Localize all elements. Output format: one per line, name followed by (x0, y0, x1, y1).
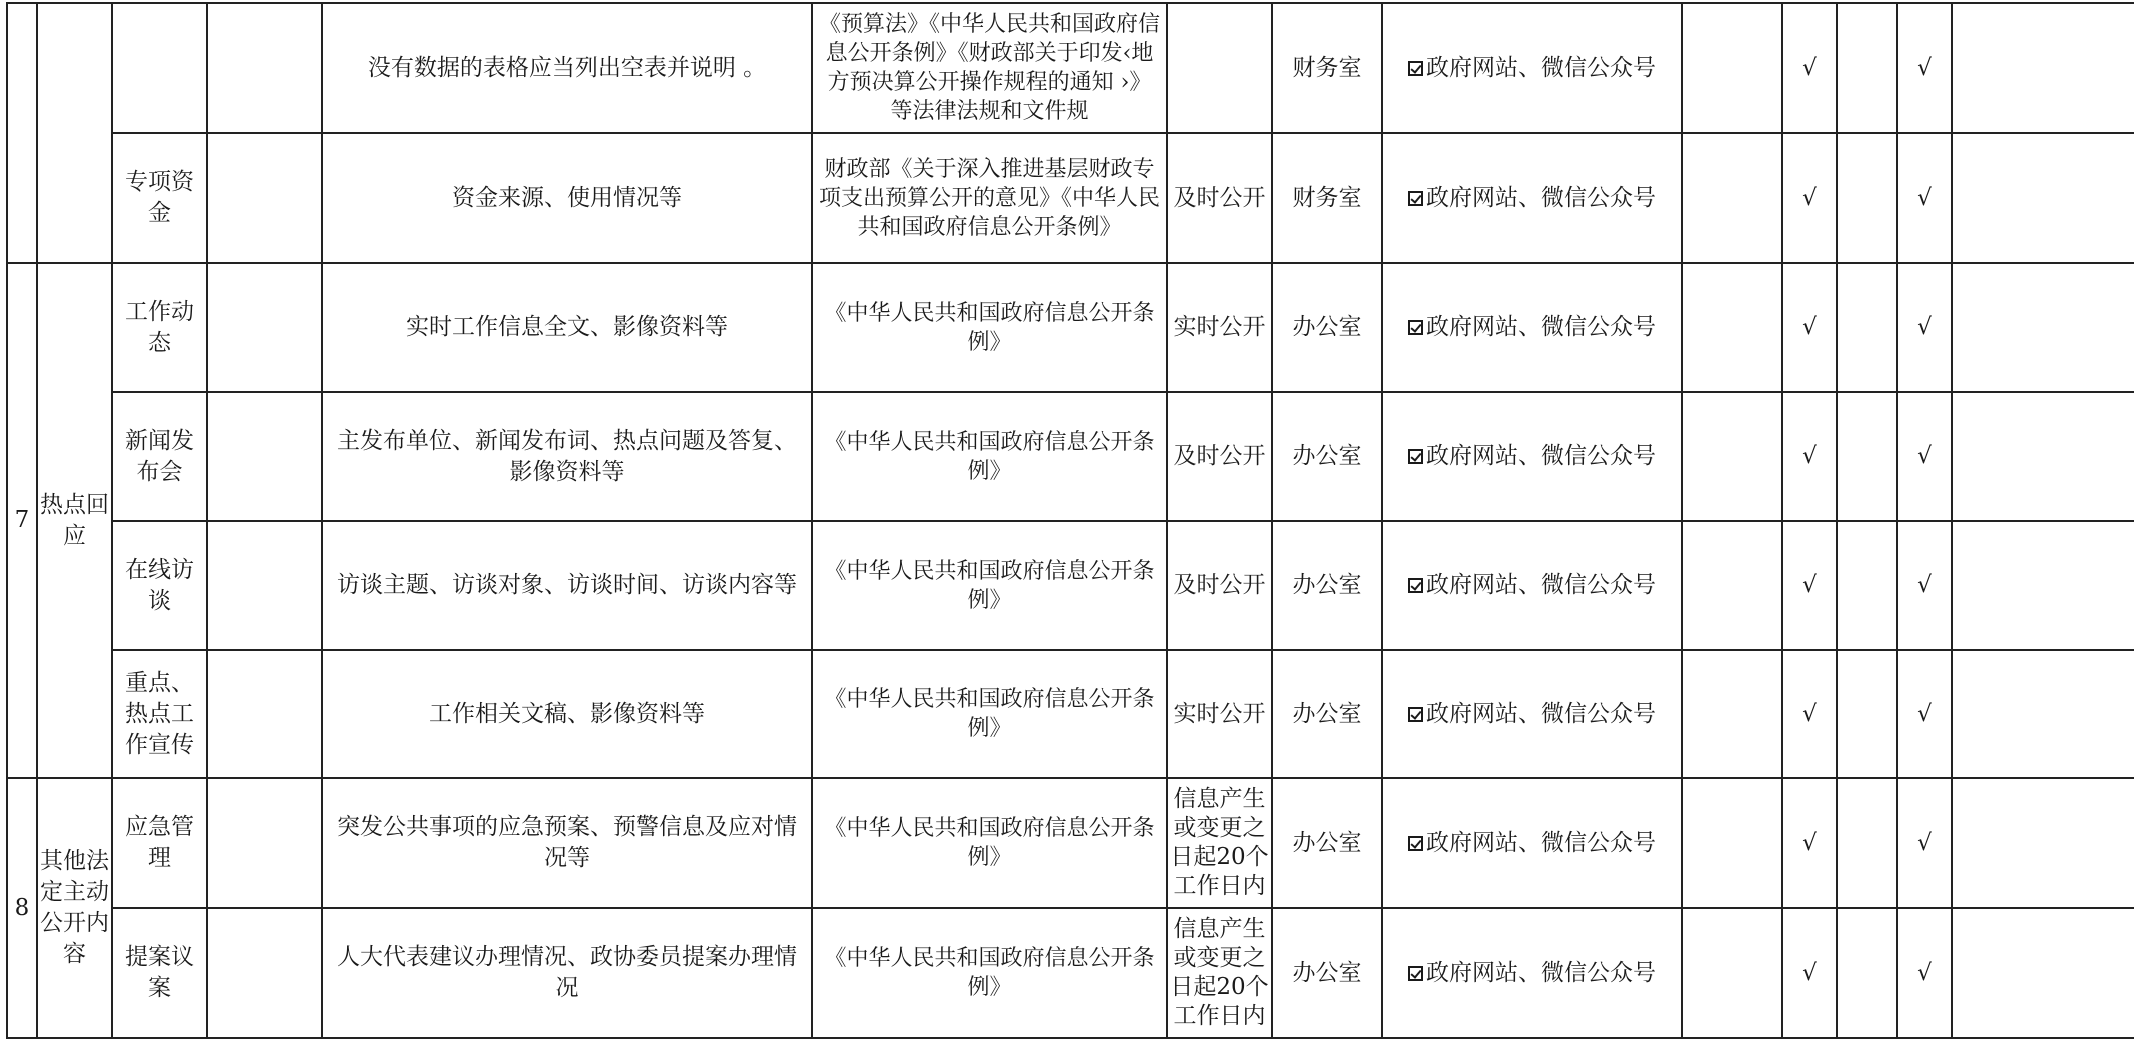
group-number: 7 (14, 507, 30, 533)
checked-box-icon (1408, 836, 1423, 851)
mark-cell (1782, 263, 1837, 392)
table-row (7, 650, 2134, 778)
channel-cell (1382, 650, 1682, 778)
basis-cell (812, 650, 1167, 778)
mark-cell (1782, 392, 1837, 521)
basis-cell (812, 521, 1167, 650)
dept-cell (1272, 521, 1382, 650)
mark-cell (1682, 133, 1782, 263)
item-name-cell (112, 521, 207, 650)
check-mark: √ (1802, 443, 1817, 469)
dept-text: 办公室 (1292, 959, 1362, 986)
time-text: 信息产生或变更之日起20个工作日内 (1170, 916, 1269, 1029)
checked-box-icon (1408, 966, 1423, 981)
check-mark: √ (1802, 572, 1817, 598)
mark-cell (1897, 263, 1952, 392)
content-cell (322, 263, 812, 392)
check-mark: √ (1917, 572, 1932, 598)
mark-cell (1897, 3, 1952, 133)
content-cell (322, 650, 812, 778)
basis-text: 《中华人民共和国政府信息公开条例》 (824, 816, 1155, 870)
item-name-cell (112, 778, 207, 908)
time-cell (1167, 133, 1272, 263)
item-name-cell (112, 3, 207, 133)
mark-cell (1682, 521, 1782, 650)
channel-text: 政府网站、微信公众号 (1426, 54, 1656, 81)
item-name-cell (112, 392, 207, 521)
dept-text: 办公室 (1292, 829, 1362, 856)
group-category: 其他法定主动公开内容 (40, 848, 109, 967)
table-row (7, 263, 2134, 392)
check-mark: √ (1917, 829, 1932, 856)
group-number-cell (7, 778, 37, 1038)
channel-cell (1382, 263, 1682, 392)
item-name: 应急管理 (125, 814, 194, 871)
channel-cell (1382, 3, 1682, 133)
channel-cell (1382, 392, 1682, 521)
check-mark: √ (1802, 54, 1817, 81)
channel-text: 政府网站、微信公众号 (1426, 443, 1656, 469)
basis-cell (812, 392, 1167, 521)
time-cell (1167, 650, 1272, 778)
content-cell (322, 778, 812, 908)
channel-cell (1382, 778, 1682, 908)
dept-cell (1272, 3, 1382, 133)
checked-box-icon (1408, 61, 1423, 76)
content-cell (322, 133, 812, 263)
group-category-cell (37, 263, 112, 778)
empty-cell (207, 133, 322, 263)
mark-cell (1897, 908, 1952, 1038)
check-mark: √ (1917, 54, 1932, 81)
table-row (7, 908, 2134, 1038)
time-text: 及时公开 (1173, 443, 1266, 469)
time-text: 及时公开 (1173, 572, 1266, 598)
content-cell (322, 392, 812, 521)
mark-cell (1837, 133, 1897, 263)
check-mark: √ (1917, 700, 1932, 727)
item-name: 重点、热点工作宣传 (125, 669, 194, 758)
time-cell (1167, 778, 1272, 908)
mark-cell (1682, 263, 1782, 392)
mark-cell (1952, 908, 2134, 1038)
time-text: 信息产生或变更之日起20个工作日内 (1170, 786, 1269, 899)
time-text: 及时公开 (1173, 184, 1266, 211)
item-name: 专项资金 (125, 169, 194, 226)
empty-cell (207, 263, 322, 392)
basis-cell (812, 133, 1167, 263)
content-text: 突发公共事项的应急预案、预警信息及应对情况等 (337, 814, 797, 871)
mark-cell (1782, 650, 1837, 778)
content-cell (322, 3, 812, 133)
mark-cell (1837, 778, 1897, 908)
dept-text: 办公室 (1292, 572, 1362, 598)
channel-text: 政府网站、微信公众号 (1426, 829, 1656, 856)
item-name-cell (112, 650, 207, 778)
mark-cell (1837, 3, 1897, 133)
empty-cell (207, 908, 322, 1038)
group-number-cell (7, 263, 37, 778)
mark-cell (1837, 521, 1897, 650)
channel-cell (1382, 521, 1682, 650)
group-number-cell (7, 3, 37, 263)
check-mark: √ (1917, 184, 1932, 211)
basis-text: 《中华人民共和国政府信息公开条例》 (824, 429, 1155, 484)
dept-text: 办公室 (1292, 700, 1362, 727)
mark-cell (1897, 778, 1952, 908)
item-name-cell (112, 133, 207, 263)
channel-cell (1382, 908, 1682, 1038)
dept-text: 财务室 (1292, 184, 1362, 211)
dept-text: 办公室 (1292, 314, 1362, 340)
basis-text: 《预算法》《中华人民共和国政府信息公开条例》《财政部关于印发‹地方预决算公开操作规程的通知 ›》等法律法规和文件规 (818, 12, 1160, 124)
checked-box-icon (1408, 191, 1423, 206)
basis-cell (812, 263, 1167, 392)
basis-cell (812, 908, 1167, 1038)
checked-box-icon (1408, 449, 1423, 464)
check-mark: √ (1917, 314, 1932, 340)
dept-cell (1272, 650, 1382, 778)
group-number: 8 (14, 894, 30, 921)
dept-cell (1272, 263, 1382, 392)
content-text: 资金来源、使用情况等 (452, 184, 682, 211)
dept-cell (1272, 133, 1382, 263)
time-cell (1167, 3, 1272, 133)
mark-cell (1782, 133, 1837, 263)
item-name: 在线访谈 (125, 556, 194, 614)
basis-text: 《中华人民共和国政府信息公开条例》 (824, 687, 1155, 741)
content-text: 人大代表建议办理情况、政协委员提案办理情况 (337, 944, 797, 1001)
table-row (7, 133, 2134, 263)
mark-cell (1952, 521, 2134, 650)
mark-cell (1897, 133, 1952, 263)
mark-cell (1897, 650, 1952, 778)
basis-text: 《中华人民共和国政府信息公开条例》 (824, 558, 1155, 613)
item-name-cell (112, 908, 207, 1038)
mark-cell (1952, 133, 2134, 263)
content-text: 访谈主题、访谈对象、访谈时间、访谈内容等 (337, 572, 797, 598)
mark-cell (1897, 521, 1952, 650)
time-text: 实时公开 (1173, 700, 1266, 727)
check-mark: √ (1917, 959, 1932, 986)
empty-cell (207, 650, 322, 778)
mark-cell (1952, 3, 2134, 133)
dept-cell (1272, 392, 1382, 521)
empty-cell (207, 392, 322, 521)
mark-cell (1682, 392, 1782, 521)
mark-cell (1837, 263, 1897, 392)
mark-cell (1897, 392, 1952, 521)
item-name: 新闻发布会 (125, 427, 194, 485)
table-row (7, 392, 2134, 521)
mark-cell (1837, 650, 1897, 778)
mark-cell (1952, 650, 2134, 778)
empty-cell (207, 3, 322, 133)
check-mark: √ (1802, 314, 1817, 340)
checked-box-icon (1408, 320, 1423, 335)
mark-cell (1682, 3, 1782, 133)
group-category: 热点回应 (40, 491, 109, 549)
channel-cell (1382, 133, 1682, 263)
group-category-cell (37, 778, 112, 1038)
time-cell (1167, 392, 1272, 521)
mark-cell (1837, 392, 1897, 521)
mark-cell (1952, 263, 2134, 392)
mark-cell (1682, 650, 1782, 778)
content-text: 没有数据的表格应当列出空表并说明 。 (367, 54, 767, 81)
check-mark: √ (1802, 829, 1817, 856)
table-row (7, 3, 2134, 133)
mark-cell (1782, 3, 1837, 133)
dept-text: 财务室 (1292, 54, 1362, 81)
content-text: 主发布单位、新闻发布词、热点问题及答复、影像资料等 (337, 427, 797, 485)
basis-text: 财政部《关于深入推进基层财政专项支出预算公开的意见》《中华人民共和国政府信息公开条例》 (818, 156, 1160, 240)
time-cell (1167, 908, 1272, 1038)
check-mark: √ (1802, 184, 1817, 211)
basis-cell (812, 3, 1167, 133)
mark-cell (1682, 908, 1782, 1038)
check-mark: √ (1917, 443, 1932, 469)
time-cell (1167, 263, 1272, 392)
content-text: 实时工作信息全文、影像资料等 (406, 314, 728, 340)
disclosure-table-sheet (6, 2, 2134, 1042)
content-text: 工作相关文稿、影像资料等 (429, 700, 705, 727)
channel-text: 政府网站、微信公众号 (1426, 314, 1656, 340)
channel-text: 政府网站、微信公众号 (1426, 700, 1656, 727)
mark-cell (1782, 908, 1837, 1038)
table-row (7, 778, 2134, 908)
item-name: 工作动态 (125, 298, 194, 356)
content-cell (322, 521, 812, 650)
basis-text: 《中华人民共和国政府信息公开条例》 (824, 946, 1155, 1000)
check-mark: √ (1802, 700, 1817, 727)
channel-text: 政府网站、微信公众号 (1426, 572, 1656, 598)
dept-cell (1272, 778, 1382, 908)
basis-text: 《中华人民共和国政府信息公开条例》 (824, 300, 1155, 355)
empty-cell (207, 778, 322, 908)
channel-text: 政府网站、微信公众号 (1426, 959, 1656, 986)
mark-cell (1682, 778, 1782, 908)
channel-text: 政府网站、微信公众号 (1426, 184, 1656, 211)
item-name: 提案议案 (125, 944, 194, 1001)
checked-box-icon (1408, 578, 1423, 593)
time-cell (1167, 521, 1272, 650)
mark-cell (1837, 908, 1897, 1038)
dept-text: 办公室 (1292, 443, 1362, 469)
group-category-cell (37, 3, 112, 263)
check-mark: √ (1802, 959, 1817, 986)
mark-cell (1782, 778, 1837, 908)
mark-cell (1952, 392, 2134, 521)
mark-cell (1782, 521, 1837, 650)
table-row (7, 521, 2134, 650)
content-cell (322, 908, 812, 1038)
empty-cell (207, 521, 322, 650)
disclosure-table (6, 2, 2134, 1039)
dept-cell (1272, 908, 1382, 1038)
basis-cell (812, 778, 1167, 908)
time-text: 实时公开 (1173, 314, 1266, 340)
mark-cell (1952, 778, 2134, 908)
checked-box-icon (1408, 707, 1423, 722)
item-name-cell (112, 263, 207, 392)
